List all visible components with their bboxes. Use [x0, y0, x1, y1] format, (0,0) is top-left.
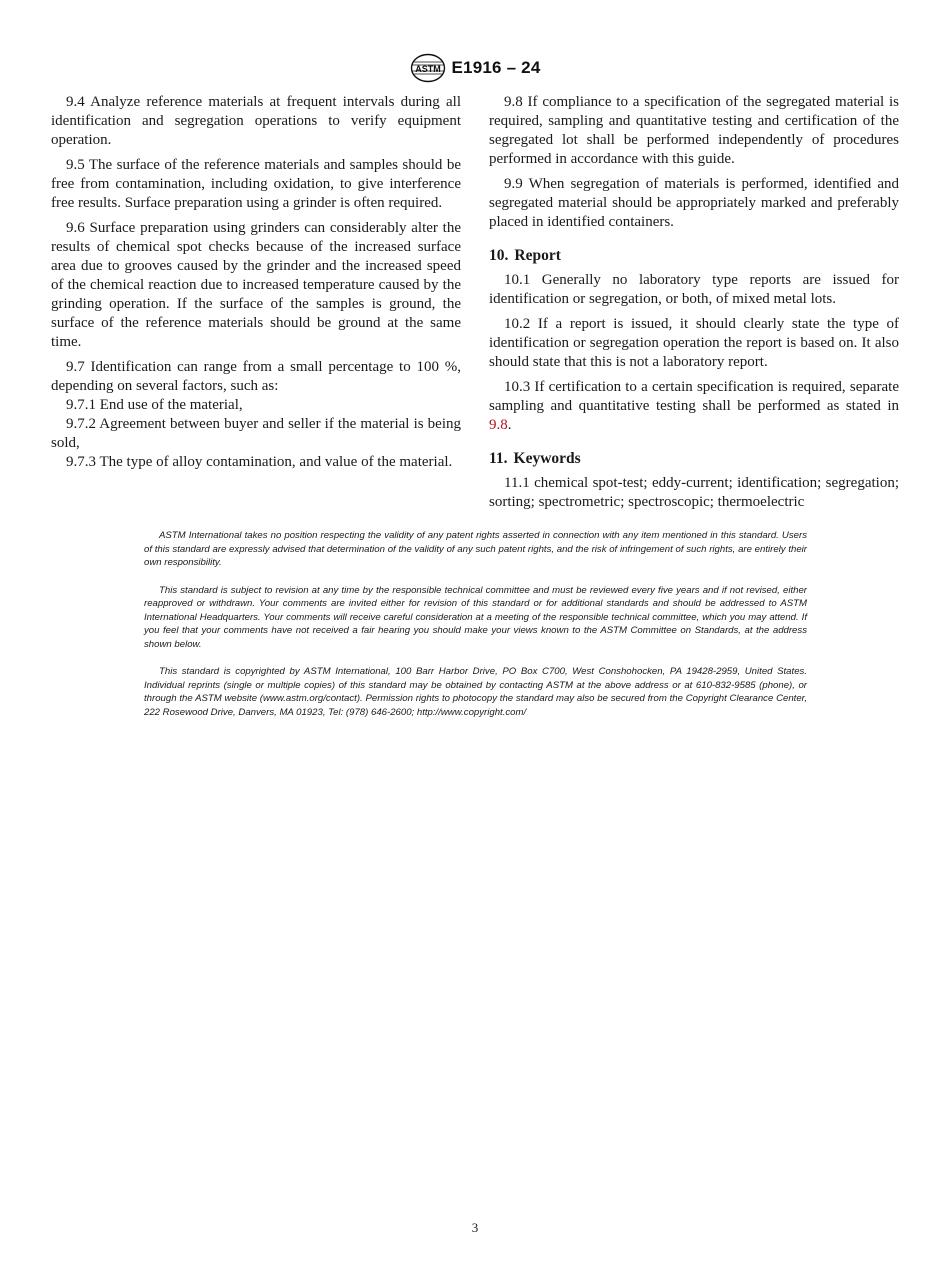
patent-notice: ASTM International takes no position respecting the validity of any patent rights asserted in connection with any item mentioned in this standard. Users of this standard are expressly advised that determination of the validity of any such patent rights, and the risk of infringement of such rights, are entirely their own responsibility.: [144, 530, 807, 568]
paragraph-9-9: 9.9 When segregation of materials is performed, identified and segregated material should be appropriately marked and preferably placed in identified containers.: [489, 176, 899, 230]
paragraph-9-6: 9.6 Surface preparation using grinders can considerably alter the results of chemical spot checks because of the increased surface area due to grooves caused by the grinder and the increased speed of the chemical reaction due to increased temperature caused by the grinding operation. If the surface of the samples is ground, the surface of the reference materials should be ground at the same time.: [51, 220, 461, 350]
paragraph-10-3-text: 10.3 If certification to a certain specification is required, separate sampling and quantitative testing shall be performed as stated in: [489, 379, 899, 414]
right-column: [489, 93, 899, 518]
paragraph-9-7-1: 9.7.1 End use of the material,: [66, 397, 243, 413]
paragraph-10-1: 10.1 Generally no laboratory type reports are issued for identification or segregation, or both, of mixed metal lots.: [489, 272, 899, 307]
paragraph-10-2: 10.2 If a report is issued, it should clearly state the type of identification or segregation operation the report is based on. It also should state that this is not a laboratory report.: [489, 316, 899, 370]
paragraph-9-8: 9.8 If compliance to a specification of the segregated material is required, sampling and quantitative testing and certification of the segregated lot shall be performed independently of procedures performed in accordance with this guide.: [489, 94, 899, 167]
section-title: Report: [514, 247, 561, 264]
paragraph-9-7: 9.7 Identification can range from a small percentage to 100 %, depending on several factors, such as:: [51, 359, 461, 394]
paragraph-9-7-3: 9.7.3 The type of alloy contamination, and value of the material.: [66, 454, 453, 470]
astm-logo-icon: [410, 53, 446, 83]
page-number: 3: [471, 1220, 479, 1235]
paragraph-11-1: 11.1 chemical spot-test; eddy-current; identification; segregation; sorting; spectrometric; spectroscopic; thermoelectric: [489, 475, 899, 510]
svg-text:ASTM: ASTM: [414, 64, 441, 74]
reference-link-9-8[interactable]: 9.8: [489, 417, 508, 433]
page-header: [0, 52, 950, 84]
paragraph-10-3: [489, 378, 899, 435]
revision-notice: This standard is subject to revision at any time by the responsible technical committee and must be reviewed every five years and if not revised, either reapproved or withdrawn. Your comments are invited either for revision of this standard or for additional standards and should be addressed to ASTM International Headquarters. Your comments will receive careful consideration at a meeting of the responsible technical committee, which you may attend. If you feel that your comments have not received a fair hearing you should make your views known to the ASTM Committee on Standards, at the address shown below.: [144, 584, 807, 650]
paragraph-9-7-2: 9.7.2 Agreement between buyer and seller if the material is being sold,: [51, 416, 461, 451]
left-column: [51, 93, 461, 472]
section-number: 11.: [489, 450, 508, 467]
section-number: 10.: [489, 247, 509, 264]
section-title: Keywords: [513, 450, 581, 467]
standard-designation: E1916 – 24: [451, 58, 541, 77]
section-heading-report: [489, 246, 899, 265]
paragraph-9-5: 9.5 The surface of the reference materials and samples should be free from contamination, including oxidation, to give interference free results. Surface preparation using a grinder is often required.: [51, 157, 461, 211]
section-heading-keywords: [489, 449, 899, 468]
legal-notices: [144, 529, 807, 733]
paragraph-9-4: 9.4 Analyze reference materials at frequent intervals during all identification and segregation operations to verify equipment operation.: [51, 94, 461, 148]
copyright-notice: This standard is copyrighted by ASTM International, 100 Barr Harbor Drive, PO Box C700, West Conshohocken, PA 19428-2959, United States. Individual reprints (single or multiple copies) of this standard may be obtained by contacting ASTM at the above address or at 610-832-9585 (phone), or through the ASTM website (www.astm.org/contact). Permission rights to photocopy the standard may also be secured from the Copyright Clearance Center, 222 Rosewood Drive, Danvers, MA 01923, Tel: (978) 646-2600; http://www.copyright.com/: [144, 666, 807, 718]
paragraph-10-3-end: .: [507, 417, 512, 433]
